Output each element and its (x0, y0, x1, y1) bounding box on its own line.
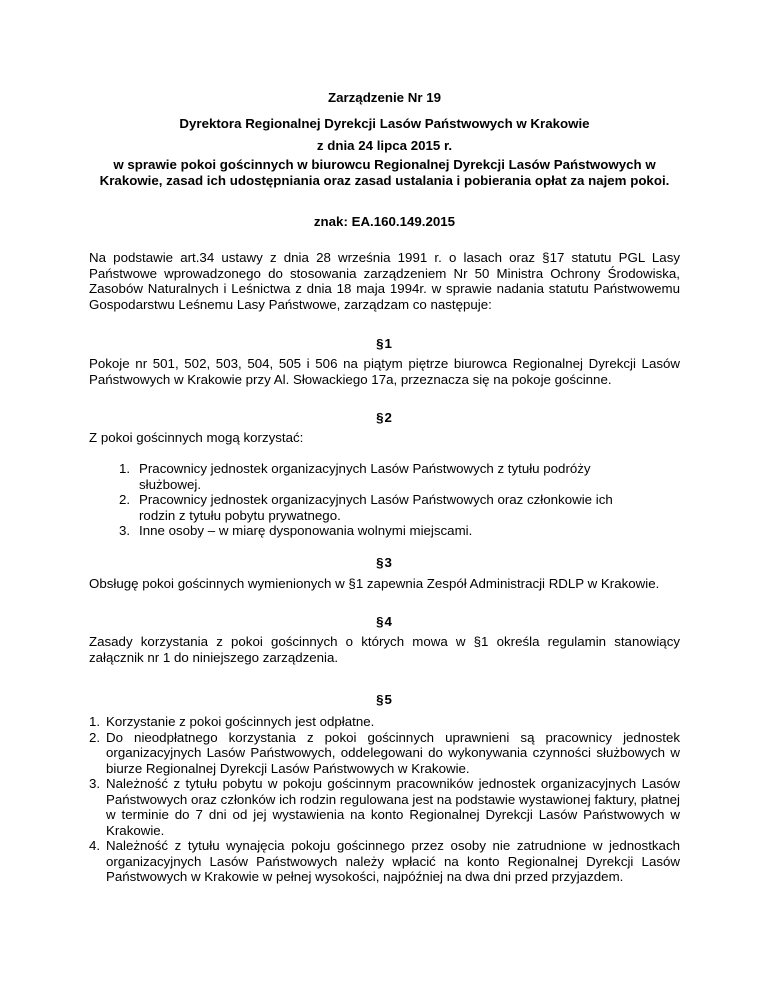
section-2-heading: §2 (376, 410, 393, 425)
section-1-text: Pokoje nr 501, 502, 503, 504, 505 i 506 na piątym piętrze biurowca Regionalnej Dyrekcji Lasów Państwowych w Krakowie przy Al. Słowackiego 17a, przeznacza się na pokoje gościnne. (89, 356, 680, 387)
list-item (89, 838, 680, 885)
section-1-heading: §1 (376, 336, 393, 351)
list-item-number: 1. (119, 461, 131, 476)
document-date: z dnia 24 lipca 2015 r. (316, 138, 453, 153)
document-issuer: Dyrektora Regionalnej Dyrekcji Lasów Państwowych w Krakowie (179, 116, 590, 131)
list-item (89, 523, 649, 539)
list-item-text: Korzystanie z pokoi gościnnych jest odpłatne. (106, 714, 375, 729)
section-4-text: Zasady korzystania z pokoi gościnnych o których mowa w §1 określa regulamin stanowiący załącznik nr 1 do niniejszego zarządzenia. (89, 634, 680, 665)
document-reference-number: znak: EA.160.149.2015 (313, 214, 456, 229)
section-4-heading: §4 (376, 614, 393, 629)
list-item (89, 714, 680, 730)
section-5-list (89, 714, 680, 885)
list-item (89, 776, 680, 838)
section-3-text: Obsługę pokoi gościnnych wymienionych w §1 zapewnia Zespół Administracji RDLP w Krakowie. (89, 576, 660, 591)
list-item-text: Należność z tytułu pobytu w pokoju gościnnym pracowników jednostek organizacyjnych Lasów Państwowych oraz członków ich rodzin regulowana jest na podstawie wystawionej faktury, płatnej w terminie do 7 dni od jej wystawienia na konto Regionalnej Dyrekcji Lasów Państwowych w Krakowie. (106, 776, 680, 838)
list-item-text: Pracownicy jednostek organizacyjnych Lasów Państwowych oraz członkowie ich rodzin z tytułu pobytu prywatnego. (139, 492, 613, 523)
list-item (89, 492, 649, 523)
list-item-text: Do nieodpłatnego korzystania z pokoi gościnnych uprawnieni są pracownicy jednostek organizacyjnych Lasów Państwowych, oddelegowani do wykonywania czynności służbowych w biurze Regionalnej Dyrekcji Lasów Państwowych w Krakowie. (106, 729, 680, 776)
section-2-intro: Z pokoi gościnnych mogą korzystać: (89, 430, 304, 445)
section-2-list (89, 461, 649, 539)
list-item-number: 1. (89, 714, 101, 729)
document-title: Zarządzenie Nr 19 (327, 90, 442, 105)
list-item-number: 2. (119, 492, 131, 507)
section-5-heading: §5 (376, 692, 393, 707)
list-item-number: 3. (119, 523, 131, 538)
preamble: Na podstawie art.34 ustawy z dnia 28 września 1991 r. o lasach oraz §17 statutu PGL Lasy Państwowe wprowadzonego do stosowania zarządzeniem Nr 50 Ministra Ochrony Środowiska, Zasobów Naturalnych i Leśnictwa z dnia 18 maja 1994r. w sprawie nadania statutu Państwowemu Gospodarstwu Leśnemu Lasy Państwowe, zarządzam co następuje: (89, 250, 680, 312)
list-item (89, 730, 680, 777)
list-item-number: 3. (89, 776, 101, 791)
list-item-number: 2. (89, 729, 101, 745)
list-item-text: Inne osoby – w miarę dysponowania wolnymi miejscami. (139, 523, 473, 538)
list-item-text: Pracownicy jednostek organizacyjnych Lasów Państwowych z tytułu podróży służbowej. (139, 461, 591, 492)
section-3-heading: §3 (376, 555, 393, 570)
list-item-number: 4. (89, 838, 101, 853)
list-item (89, 461, 649, 492)
list-item-text: Należność z tytułu wynajęcia pokoju gościnnego przez osoby nie zatrudnione w jednostkach organizacyjnych Lasów Państwowych należy wpłacić na konto Regionalnej Dyrekcji Lasów Państwowych w Krakowie w pełnej wysokości, najpóźniej na dwa dni przed przyjazdem. (106, 838, 680, 884)
document-subject: w sprawie pokoi gościnnych w biurowcu Regionalnej Dyrekcji Lasów Państwowych w Krakowie, zasad ich udostępniania oraz zasad ustalania i pobierania opłat za najem pokoi. (99, 157, 670, 188)
